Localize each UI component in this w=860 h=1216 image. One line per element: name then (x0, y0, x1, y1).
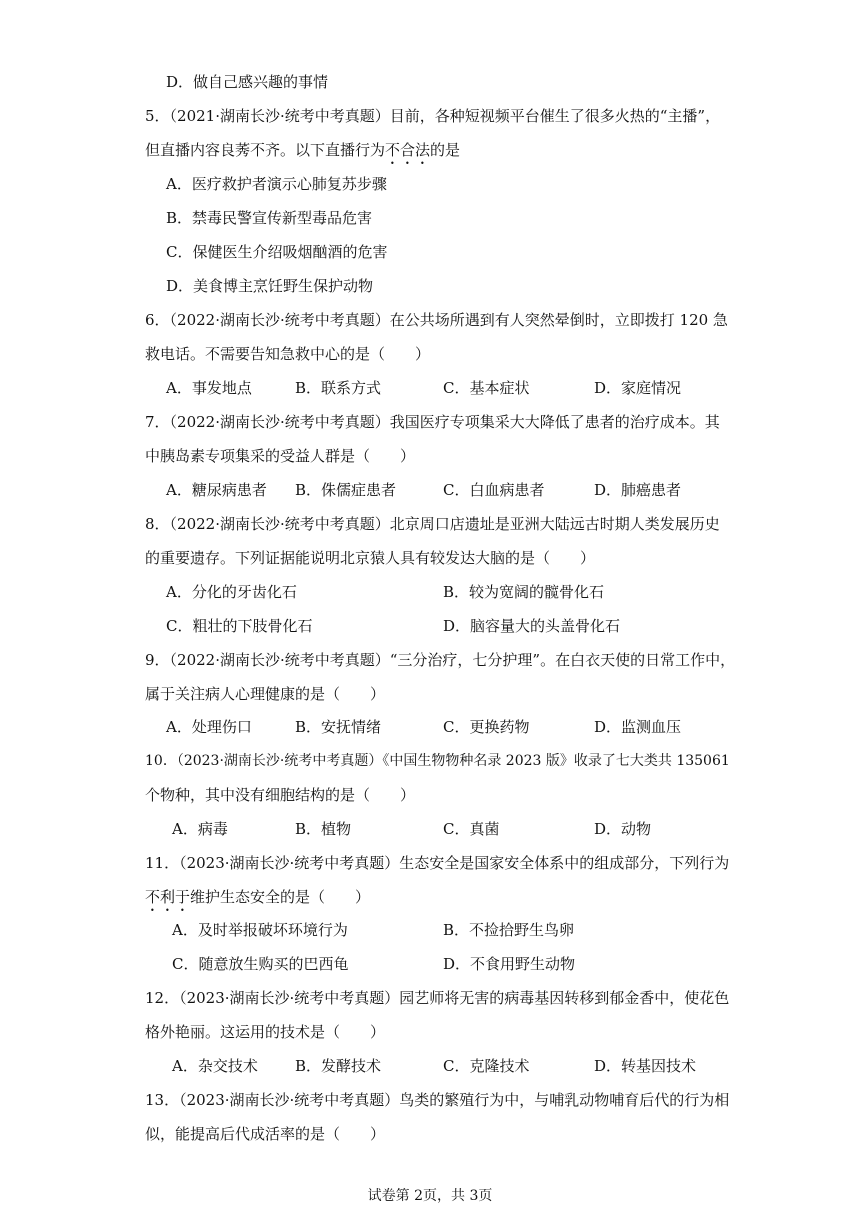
q5-stem-text: 但直播内容良莠不齐。以下直播行为 (145, 141, 386, 159)
q6-option-c: C．基本症状 (443, 379, 530, 397)
q12-stem-line1: 12．（2023·湖南长沙·统考中考真题）园艺师将无害的病毒基因转移到郁金香中，使花色 (145, 989, 730, 1007)
q8-stem-line2: 的重要遗存。下列证据能说明北京猿人具有较发达大脑的是（ ） (145, 549, 596, 567)
q11-option-a: A．及时举报破坏环境行为 (172, 921, 348, 939)
q9-option-a: A．处理伤口 (166, 718, 252, 736)
q6-option-d: D．家庭情况 (594, 379, 682, 397)
page-footer: 试卷第 2页，共 3页 (367, 1188, 493, 1204)
q7-stem-line1: 7．（2022·湖南长沙·统考中考真题）我国医疗专项集采大大降低了患者的治疗成本。其 (145, 413, 720, 431)
q11-stem-line1: 11．（2023·湖南长沙·统考中考真题）生态安全是国家安全体系中的组成部分，下列行为 (145, 854, 730, 872)
q5-stem-line1: 5．（2021·湖南长沙·统考中考真题）目前，各种短视频平台催生了很多火热的“主播”， (145, 107, 721, 125)
q6-stem-line1: 6．（2022·湖南长沙·统考中考真题）在公共场所遇到有人突然晕倒时，立即拨打 120 急 (145, 311, 728, 329)
q5-stem-line2 (145, 140, 460, 168)
q10-stem-line1: 10．（2023·湖南长沙·统考中考真题）《中国生物物种名录 2023 版》收录了七大类共 135061 (145, 753, 730, 769)
q5-option-d: D．美食博主烹饪野生保护动物 (166, 277, 374, 295)
q11-option-b: B．不捡拾野生鸟卵 (443, 921, 575, 939)
q13-stem-line1: 13．（2023·湖南长沙·统考中考真题）鸟类的繁殖行为中，与哺乳动物哺育后代的行为相 (145, 1091, 730, 1109)
q5-emphasis: 不合法 (385, 141, 431, 159)
q10-stem-line2: 个物种，其中没有细胞结构的是（ ） (145, 786, 416, 804)
q8-option-c: C．粗壮的下肢骨化石 (166, 617, 313, 635)
q8-stem-line1: 8．（2022·湖南长沙·统考中考真题）北京周口店遗址是亚洲大陆远古时期人类发展历史 (145, 515, 720, 533)
q8-option-b: B．较为宽阔的髋骨化石 (443, 583, 605, 601)
q7-option-c: C．白血病患者 (443, 481, 545, 499)
q5-option-b: B．禁毒民警宣传新型毒品危害 (166, 209, 373, 227)
q11-stem-line2 (145, 887, 370, 915)
q10-option-c: C．真菌 (443, 820, 500, 838)
q7-option-a: A．糖尿病患者 (166, 481, 267, 499)
q7-option-b: B．侏儒症患者 (295, 481, 397, 499)
q12-option-b: B．发酵技术 (295, 1057, 382, 1075)
q9-stem-line1: 9．（2022·湖南长沙·统考中考真题）“三分治疗，七分护理”。在白衣天使的日常工作中， (145, 651, 736, 669)
q10-option-a: A．病毒 (172, 820, 228, 838)
q8-option-d: D．脑容量大的头盖骨化石 (443, 617, 621, 635)
q12-option-d: D．转基因技术 (594, 1057, 697, 1075)
q9-option-c: C．更换药物 (443, 718, 530, 736)
q10-option-d: D．动物 (594, 820, 652, 838)
q6-stem-line2: 救电话。不需要告知急救中心的是（ ） (145, 345, 431, 363)
q12-stem-line2: 格外艳丽。这运用的技术是（ ） (145, 1023, 386, 1041)
q12-option-c: C．克隆技术 (443, 1057, 530, 1075)
q7-stem-line2: 中胰岛素专项集采的受益人群是（ ） (145, 447, 416, 465)
q11-option-c: C．随意放生购买的巴西龟 (172, 955, 349, 973)
q13-stem-line2: 似，能提高后代成活率的是（ ） (145, 1125, 386, 1143)
q5-option-c: C．保健医生介绍吸烟酗酒的危害 (166, 243, 388, 261)
q6-option-a: A．事发地点 (166, 379, 252, 397)
q9-stem-line2: 属于关注病人心理健康的是（ ） (145, 685, 386, 703)
q6-option-b: B．联系方式 (295, 379, 382, 397)
q7-option-d: D．肺癌患者 (594, 481, 682, 499)
q9-option-d: D．监测血压 (594, 718, 682, 736)
q11-option-d: D．不食用野生动物 (443, 955, 576, 973)
q5-stem-tail: 的是 (430, 141, 461, 159)
q9-option-b: B．安抚情绪 (295, 718, 382, 736)
q11-stem-tail: 维护生态安全的是（ ） (190, 888, 371, 906)
q10-option-b: B．植物 (295, 820, 352, 838)
q11-emphasis: 不利于 (145, 888, 191, 906)
q8-option-a: A．分化的牙齿化石 (166, 583, 297, 601)
q5-option-a: A．医疗救护者演示心肺复苏步骤 (166, 175, 387, 193)
q12-option-a: A．杂交技术 (172, 1057, 258, 1075)
q4-option-d: D．做自己感兴趣的事情 (166, 73, 329, 91)
